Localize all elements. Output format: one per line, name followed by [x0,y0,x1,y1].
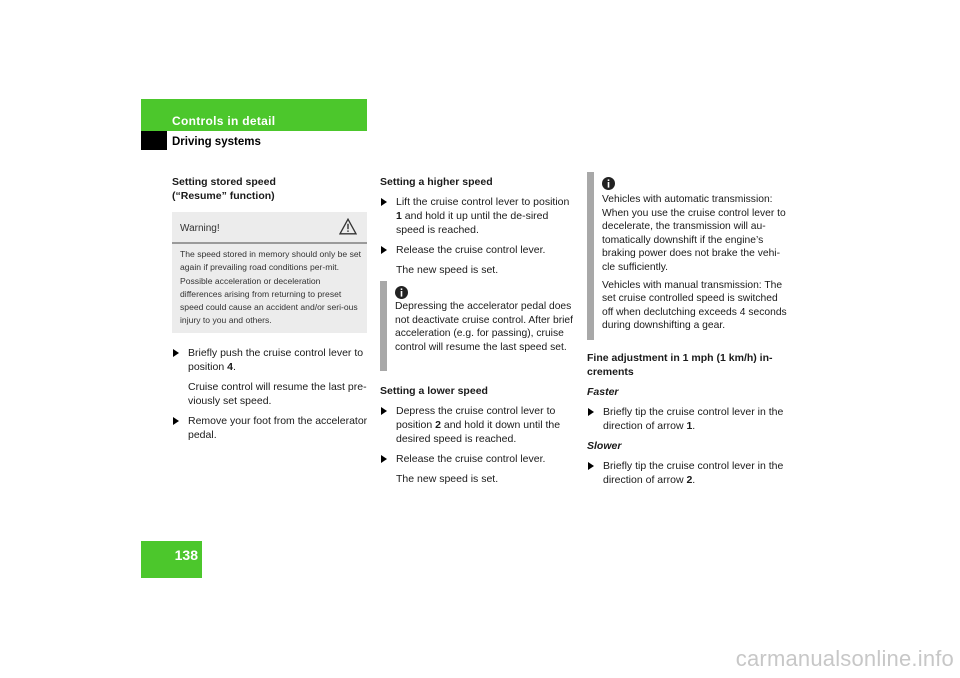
list-item [380,452,576,466]
bullet-arrow-icon [381,246,387,254]
bullet-arrow-icon [173,349,179,357]
bullet-text: Release the cruise control lever. [396,244,546,256]
subsection-title: Driving systems [172,136,261,148]
bullet-text: Depress the cruise control lever to position [396,405,556,431]
middle-body-bottom [380,384,576,486]
list-item [172,346,368,374]
resume-heading: Setting stored speed (“Resume” function) [172,176,276,202]
position-number: 2 [435,419,441,431]
bullet-text: Release the cruise control lever. [396,453,546,465]
bullet-text: Lift the cruise control lever to position [396,196,570,208]
higher-speed-heading: Setting a higher speed [380,176,493,188]
list-item [587,459,787,487]
bullet-text-end: and hold it up until the de-sired speed is reached. [396,210,549,236]
bullet-text-end: . [692,420,696,432]
left-heading-block [172,175,367,203]
position-number: 4 [227,361,233,373]
page-number: 138 [174,547,198,563]
arrow-number: 2 [686,474,693,486]
bullet-text-end: . [232,361,236,373]
bullet-arrow-icon [381,455,387,463]
info-note [587,172,787,340]
bullet-text: Briefly tip the cruise control lever in the direction of arrow [603,406,784,432]
warning-box [172,212,367,333]
fine-adjustment-heading: Fine adjustment in 1 mph (1 km/h) in-crements [587,352,773,378]
note-bar [587,172,594,340]
right-body [587,351,787,487]
lower-speed-heading: Setting a lower speed [380,385,488,397]
bullet-arrow-icon [588,462,594,470]
subsection-marker [141,131,167,150]
left-body [172,346,368,442]
list-item [380,195,576,237]
middle-body-top [380,175,576,277]
list-item [380,243,576,257]
watermark: carmanualsonline.info [735,646,954,671]
bullet-text-end: and hold it down until the desired speed is reached. [396,419,561,445]
bullet-text: Briefly tip the cruise control lever in the direction of arrow [603,460,784,486]
arrow-number: 1 [686,420,693,432]
warning-triangle-icon [339,218,357,240]
list-item [172,414,368,442]
resume-result-text: Cruise control will resume the last pre-viously set speed. [188,381,367,407]
bullet-text: Remove your foot from the accelerator pedal. [188,415,368,441]
speed-set-text: The new speed is set. [396,473,499,485]
warning-divider [172,242,367,244]
bullet-arrow-icon [173,417,179,425]
warning-text: The speed stored in memory should only be set again if prevailing road conditions per-mit. Possible acceleration or deceleration differences arising from returning to preset speed could cause an accident and/or seri-ous injury to you and others. [180,249,362,326]
note-text [602,193,787,333]
section-title: Controls in detail [172,114,276,128]
bullet-arrow-icon [588,408,594,416]
slower-label: Slower [587,440,622,452]
note-text: Depressing the accelerator pedal does not deactivate cruise control. After brief acceleration (e.g. for passing), cruise control will resume the last speed set. [395,301,573,353]
position-number: 1 [396,210,402,222]
list-item [380,404,576,446]
bullet-text-end: . [692,474,696,486]
speed-set-text: The new speed is set. [396,264,499,276]
automatic-transmission-text: Vehicles with automatic transmission: When you use the cruise control lever to decelerate, the transmission will au-tomatically downshift if the engine’s braking power does not brake the vehi-cle sufficiently. [602,194,786,273]
info-note [380,281,576,371]
bullet-arrow-icon [381,198,387,206]
faster-label: Faster [587,386,619,398]
note-bar [380,281,387,371]
manual-transmission-text: Vehicles with manual transmission: The set cruise controlled speed is switched off when declutching exceeds 4 seconds during downshifting a gear. [602,279,787,332]
warning-title: Warning! [180,223,220,234]
list-item [587,405,787,433]
bullet-text: Briefly push the cruise control lever to position [188,347,364,373]
bullet-arrow-icon [381,407,387,415]
